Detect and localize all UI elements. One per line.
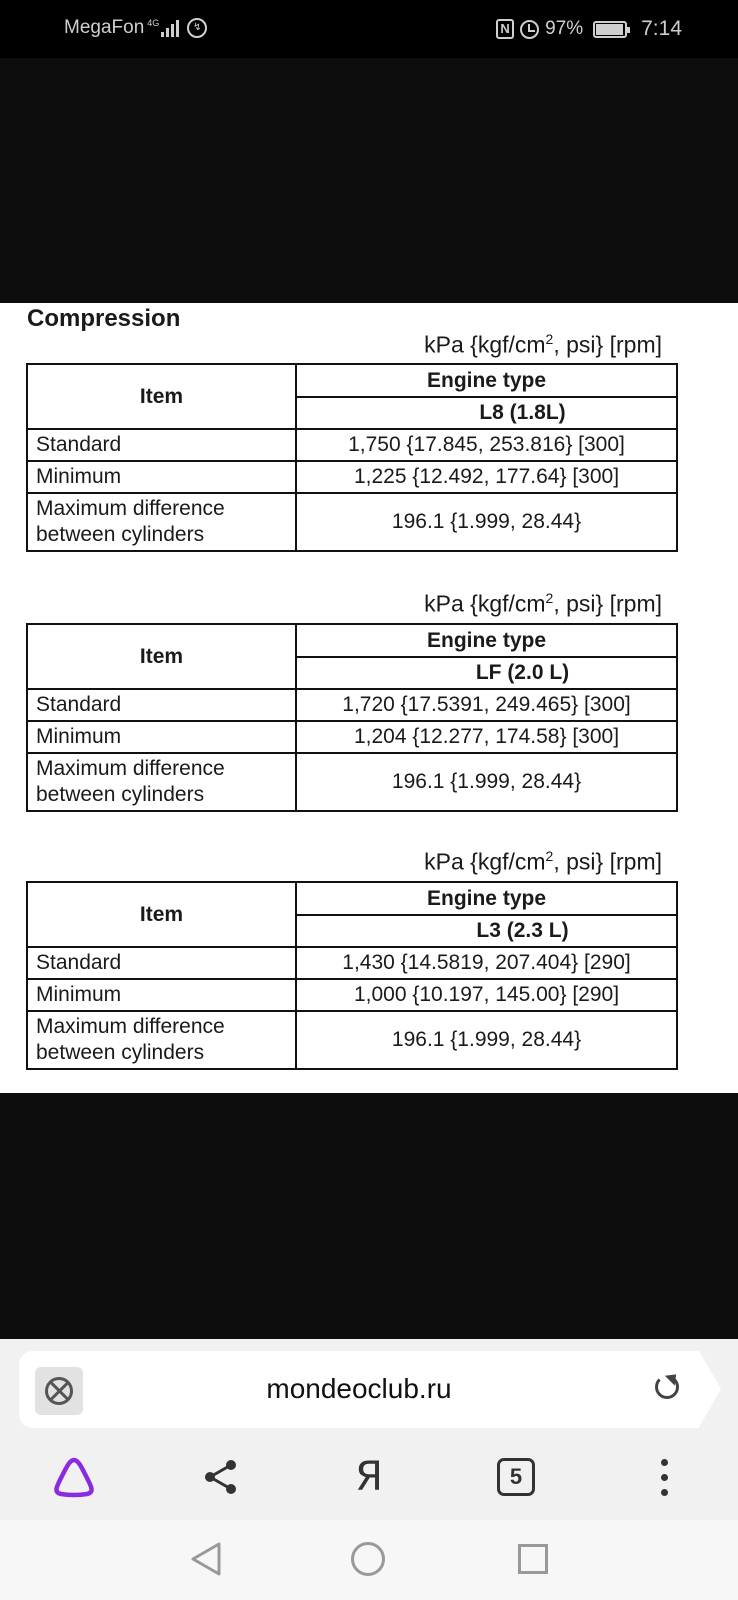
row-value: 1,720 {17.5391, 249.465} [300] bbox=[296, 689, 677, 721]
row-label bbox=[27, 493, 296, 551]
row-label bbox=[27, 753, 296, 811]
unit-prefix: kPa {kgf/cm bbox=[424, 590, 546, 617]
url-field[interactable] bbox=[19, 1351, 699, 1428]
tabs-count: 5 bbox=[497, 1458, 535, 1496]
unit-prefix: kPa {kgf/cm bbox=[424, 331, 546, 358]
more-vert-icon bbox=[661, 1459, 668, 1496]
table-row bbox=[27, 493, 677, 551]
network-type: 4G bbox=[147, 17, 160, 28]
compression-spec-image[interactable] bbox=[0, 303, 738, 1093]
battery-percent: 97% bbox=[545, 18, 584, 39]
battery-icon bbox=[593, 21, 627, 38]
table-row bbox=[27, 429, 677, 461]
row-label: Minimum bbox=[27, 979, 296, 1011]
unit-line bbox=[424, 331, 662, 359]
unit-suffix: , psi} [rpm] bbox=[553, 590, 662, 617]
unit-sup: 2 bbox=[545, 848, 554, 864]
clock: 7:14 bbox=[641, 17, 682, 40]
system-nav-bar bbox=[0, 1520, 738, 1600]
home-icon[interactable] bbox=[351, 1542, 385, 1576]
row-label: Minimum bbox=[27, 461, 296, 493]
share-icon bbox=[201, 1457, 241, 1497]
share-button[interactable] bbox=[196, 1452, 246, 1502]
row-value: 196.1 {1.999, 28.44} bbox=[296, 1011, 677, 1069]
status-left bbox=[64, 17, 207, 39]
tabs-button[interactable] bbox=[491, 1452, 541, 1502]
browser-toolbar bbox=[0, 1430, 738, 1520]
row-label: Minimum bbox=[27, 721, 296, 753]
yandex-button[interactable] bbox=[344, 1452, 394, 1502]
yandex-icon: Я bbox=[355, 1454, 383, 1500]
row-label bbox=[27, 1011, 296, 1069]
status-right bbox=[496, 17, 682, 41]
header-item: Item bbox=[27, 624, 296, 689]
row-value: 196.1 {1.999, 28.44} bbox=[296, 753, 677, 811]
row-label-line1: Maximum difference bbox=[36, 757, 225, 780]
alice-button[interactable] bbox=[49, 1452, 99, 1502]
table-row bbox=[27, 689, 677, 721]
header-item: Item bbox=[27, 364, 296, 429]
row-label: Standard bbox=[27, 429, 296, 461]
alarm-icon bbox=[520, 20, 539, 39]
table-row bbox=[27, 753, 677, 811]
unit-sup: 2 bbox=[545, 331, 554, 347]
row-label-line1: Maximum difference bbox=[36, 497, 225, 520]
menu-button[interactable] bbox=[639, 1452, 689, 1502]
row-label-line2: between cylinders bbox=[36, 1041, 205, 1064]
header-engine: L8 (1.8L) bbox=[296, 397, 677, 429]
spec-table-l8 bbox=[26, 363, 678, 552]
header-engine: LF (2.0 L) bbox=[296, 657, 677, 689]
doc-title: Compression bbox=[27, 305, 181, 332]
row-value: 1,204 {12.277, 174.58} [300] bbox=[296, 721, 677, 753]
unit-suffix: , psi} [rpm] bbox=[553, 331, 662, 358]
data-saver-icon: ↯ bbox=[187, 18, 207, 38]
row-label: Standard bbox=[27, 947, 296, 979]
table-row bbox=[27, 721, 677, 753]
header-engine-type: Engine type bbox=[296, 624, 677, 657]
header-item: Item bbox=[27, 882, 296, 947]
row-label-line2: between cylinders bbox=[36, 523, 205, 546]
carrier-name: MegaFon bbox=[64, 17, 145, 38]
row-label-line1: Maximum difference bbox=[36, 1015, 225, 1038]
row-value: 1,750 {17.845, 253.816} [300] bbox=[296, 429, 677, 461]
alice-icon bbox=[51, 1456, 97, 1498]
table-row bbox=[27, 1011, 677, 1069]
recent-apps-icon[interactable] bbox=[518, 1544, 548, 1574]
unit-line bbox=[424, 848, 662, 876]
signal-icon bbox=[161, 19, 179, 37]
header-engine-type: Engine type bbox=[296, 882, 677, 915]
table-row bbox=[27, 979, 677, 1011]
row-value: 1,000 {10.197, 145.00} [290] bbox=[296, 979, 677, 1011]
row-value: 1,225 {12.492, 177.64} [300] bbox=[296, 461, 677, 493]
spec-table-lf bbox=[26, 623, 678, 812]
status-bar bbox=[0, 0, 738, 58]
url-text[interactable]: mondeoclub.ru bbox=[266, 1373, 452, 1404]
table-row bbox=[27, 461, 677, 493]
row-value: 196.1 {1.999, 28.44} bbox=[296, 493, 677, 551]
back-icon[interactable] bbox=[190, 1541, 222, 1577]
unit-sup: 2 bbox=[545, 590, 554, 606]
table-row bbox=[27, 947, 677, 979]
unit-prefix: kPa {kgf/cm bbox=[424, 848, 546, 875]
header-engine: L3 (2.3 L) bbox=[296, 915, 677, 947]
row-label-line2: between cylinders bbox=[36, 783, 205, 806]
unit-suffix: , psi} [rpm] bbox=[553, 848, 662, 875]
nfc-icon: N bbox=[496, 19, 514, 39]
header-engine-type: Engine type bbox=[296, 364, 677, 397]
reload-icon[interactable] bbox=[655, 1375, 679, 1399]
row-value: 1,430 {14.5819, 207.404} [290] bbox=[296, 947, 677, 979]
unit-line bbox=[424, 590, 662, 618]
row-label: Standard bbox=[27, 689, 296, 721]
spec-table-l3 bbox=[26, 881, 678, 1070]
